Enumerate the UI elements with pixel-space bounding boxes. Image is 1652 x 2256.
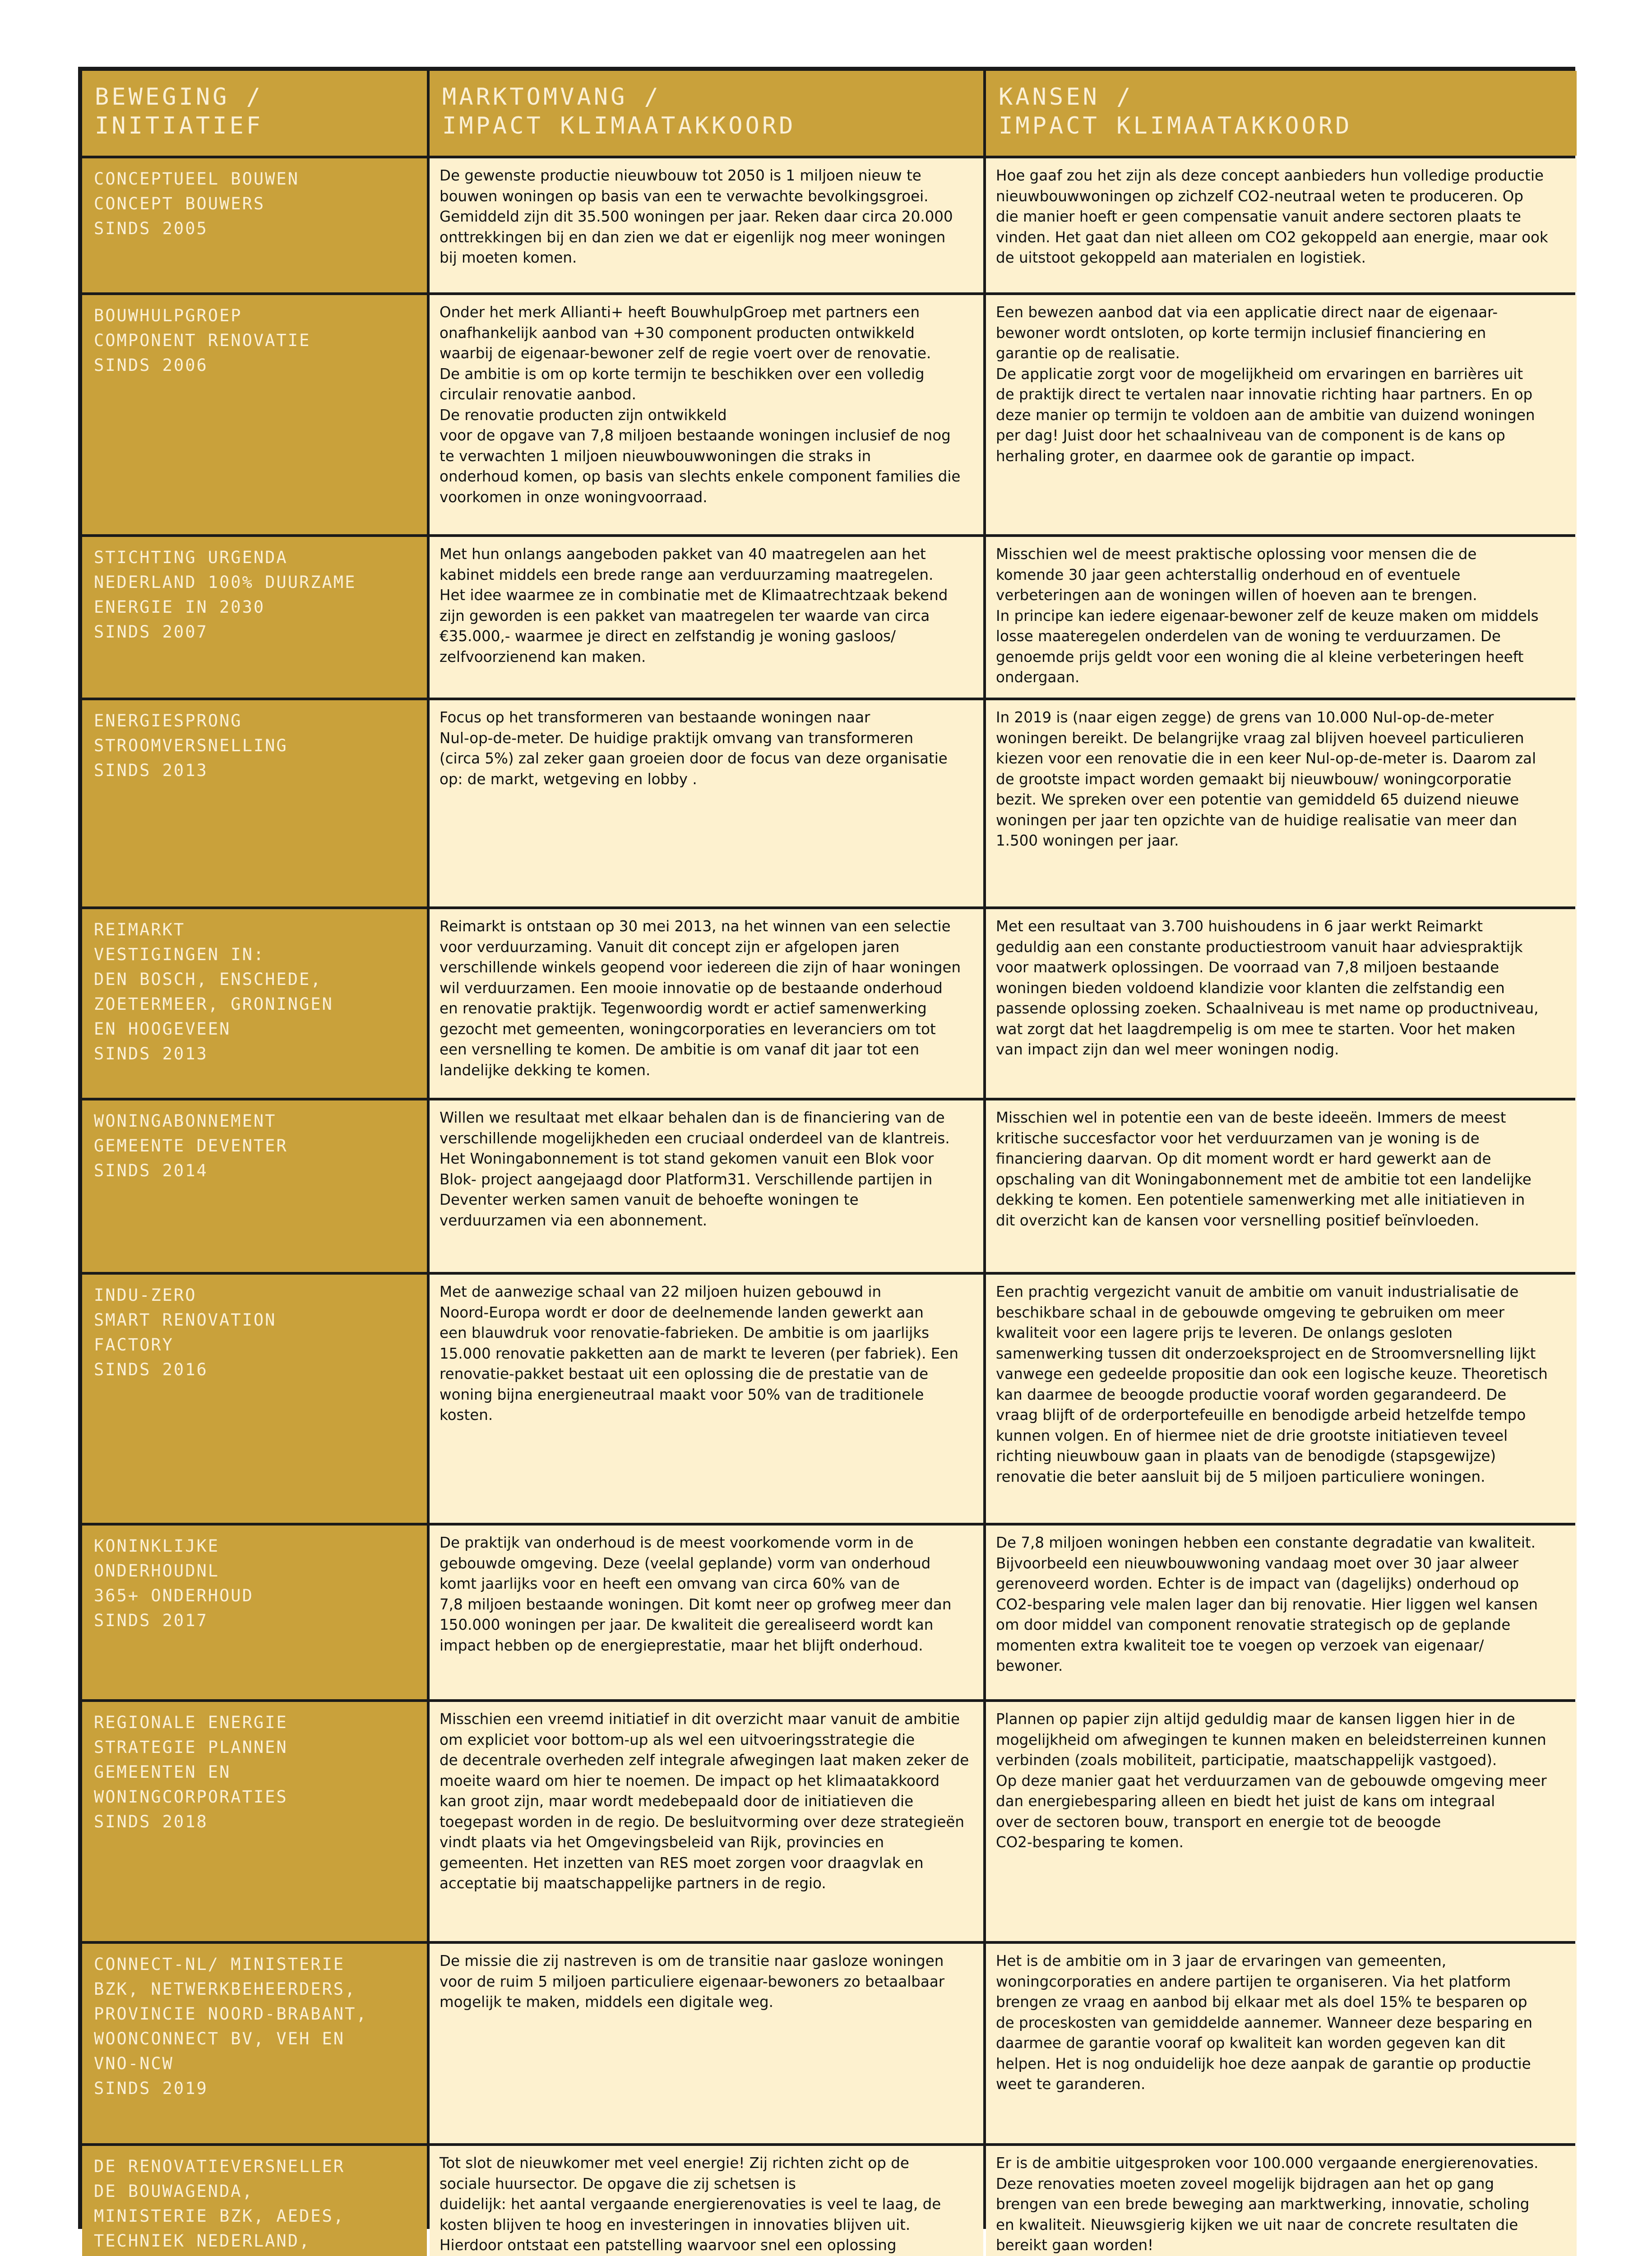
chances-cell xyxy=(986,537,1577,698)
movement-cell xyxy=(82,1526,427,1699)
movement-text: INDU-ZERO SMART RENOVATION FACTORY SINDS 2016 xyxy=(94,1285,277,1379)
chances-cell xyxy=(986,700,1577,906)
chances-text: Een prachtig vergezicht vanuit de ambitie om vanuit industrialisatie de beschikbare schaal in de gebouwde omgeving te gebruiken om meer kwaliteit voor een lagere prijs te leveren. De onlangs gesloten samenwerking tussen dit onderzoeksproject en de Stroomversnelling lijkt vanwege een gedeelde propositie dan ook een logische keuze. Theoretisch kan daarmee de beoogde productie vooraf worden gegarandeerd. De vraag blijft of de orderportefeuille en benodigde arbeid hetzelfde tempo kunnen volgen. En of hiermee niet de drie grootste initiatieven teveel richting nieuwbouw gaan in plaats van de benodigde (stapsgewijze) renovatie die beter aansluit bij de 5 miljoen particuliere woningen. xyxy=(996,1283,1548,1485)
movement-text: KONINKLIJKE ONDERHOUDNL 365+ ONDERHOUD SINDS 2017 xyxy=(94,1536,254,1630)
chances-text: Het is de ambitie om in 3 jaar de ervaringen van gemeenten, woningcorporaties en andere partijen te organiseren. Via het platform brengen ze vraag en aanbod bij elkaar met als doel 15% te besparen op de proceskosten van gemiddelde aannemer. Wanneer deze besparing en daarmee de garantie vooraf op kwaliteit kan worden gegeven kan dit helpen. Het is nog onduidelijk hoe deze aanpak de garantie op productie weet te garanderen. xyxy=(996,1952,1532,2093)
market-cell xyxy=(430,1526,983,1699)
market-cell xyxy=(430,1100,983,1272)
header-chances-label: KANSEN / IMPACT KLIMAATAKKOORD xyxy=(999,83,1352,139)
movement-text: BOUWHULPGROEP COMPONENT RENOVATIE SINDS 2006 xyxy=(94,306,311,375)
movement-cell xyxy=(82,1275,427,1523)
market-text: Met hun onlangs aangeboden pakket van 40 maatregelen aan het kabinet middels een brede range aan verduurzaming maatregelen. Het idee waarmee ze in combinatie met de Klimaatrechtzaak bekend zijn geworden is een pakket van maatregelen ter waarde van circa €35.000,- waarmee je direct en zelfstandig je woning gasloos/ zelfvoorzienend kan maken. xyxy=(440,546,948,666)
chances-cell xyxy=(986,1526,1577,1699)
chances-text: In 2019 is (naar eigen zegge) de grens van 10.000 Nul-op-de-meter woningen bereikt. De belangrijke vraag zal blijven hoeveel particulieren kiezen voor een renovatie die in een keer Nul-op-de-meter is. Daarom zal de grootste impact worden gemaakt bij nieuwbouw/ woningcorporatie bezit. We spreken over een potentie van gemiddeld 65 duizend nieuwe woningen per jaar ten opzichte van de huidige realisatie van meer dan 1.500 woningen per jaar. xyxy=(996,709,1536,849)
movement-cell xyxy=(82,537,427,698)
header-movement-label: BEWEGING / INITIATIEF xyxy=(95,83,264,139)
chances-text: Hoe gaaf zou het zijn als deze concept aanbieders hun volledige productie nieuwbouwwoningen op zichzelf CO2-neutraal weten te produceren. Op die manier hoeft er geen compensatie vanuit andere sectoren plaats te vinden. Het gaat dan niet alleen om CO2 gekoppeld aan energie, maar ook de uitstoot gekoppeld aan materialen en logistiek. xyxy=(996,167,1548,266)
movement-cell xyxy=(82,1100,427,1272)
movement-text: WONINGABONNEMENT GEMEENTE DEVENTER SINDS 2014 xyxy=(94,1111,288,1180)
market-cell xyxy=(430,1702,983,1941)
movement-cell xyxy=(82,1944,427,2143)
chances-text: Misschien wel in potentie een van de beste ideeën. Immers de meest kritische succesfactor voor het verduurzamen van je woning is de financiering daarvan. Op dit moment wordt er hard gewerkt aan de opschaling van dit Woningabonnement met de ambitie tot een landelijke dekking te komen. Een potentiele samenwerking met alle initiatieven in dit overzicht kan de kansen voor versnelling positief beïnvloeden. xyxy=(996,1109,1532,1229)
market-text: Misschien een vreemd initiatief in dit overzicht maar vanuit de ambitie om expliciet voor bottom-up als wel een uitvoeringsstrategie die de decentrale overheden zelf integrale afwegingen laat maken zeker de moeite waard om hier te noemen. De impact op het klimaatakkoord kan groot zijn, maar wordt medebepaald door de initiatieven die toegepast worden in de regio. De besluitvorming over deze strategieën vindt plaats via het Omgevingsbeleid van Rijk, provincies en gemeenten. Het inzetten van RES moet zorgen voor draagvlak en acceptatie bij maatschappelijke partners in de regio. xyxy=(440,1710,969,1892)
chances-text: Misschien wel de meest praktische oplossing voor mensen die de komende 30 jaar geen achterstallig onderhoud en of eventuele verbeteringen aan de woningen willen of hoeven aan te brengen. In principe kan iedere eigenaar-bewoner zelf de keuze maken om middels losse maateregelen onderdelen van de woning te verduurzamen. De genoemde prijs geldt voor een woning die al kleine verbeteringen heeft ondergaan. xyxy=(996,546,1539,686)
chances-text: Een bewezen aanbod dat via een applicatie direct naar de eigenaar- bewoner wordt ontsloten, op korte termijn inclusief financiering en garantie op de realisatie. De applicatie zorgt voor de mogelijkheid om ervaringen en barrières uit de praktijk direct te vertalen naar innovatie richting haar partners. En op deze manier op termijn te voldoen aan de ambitie van duizend woningen per dag! Juist door het schaalniveau van de component is de kans op herhaling groter, en daarmee ook de garantie op impact. xyxy=(996,304,1535,465)
chances-text: Plannen op papier zijn altijd geduldig maar de kansen liggen hier in de mogelijkheid om afwegingen te kunnen maken en beleidsterreinen kunnen verbinden (zoals mobiliteit, participatie, maatschappelijk vastgoed). Op deze manier gaat het verduurzamen van de gebouwde omgeving meer dan energiebesparing alleen en biedt het juist de kans om integraal over de sectoren bouw, transport en energie tot de beoogde CO2-besparing te komen. xyxy=(996,1710,1547,1851)
header-cell-chances xyxy=(986,71,1577,156)
movement-cell xyxy=(82,295,427,534)
movement-text: REGIONALE ENERGIE STRATEGIE PLANNEN GEMEENTEN EN WONINGCORPORATIES SINDS 2018 xyxy=(94,1713,288,1831)
header-market-label: MARKTOMVANG / IMPACT KLIMAATAKKOORD xyxy=(442,83,796,139)
movement-cell xyxy=(82,700,427,906)
header-cell-movement xyxy=(82,71,427,156)
market-text: Focus op het transformeren van bestaande woningen naar Nul-op-de-meter. De huidige praktijk omvang van transformeren (circa 5%) zal zeker gaan groeien door de focus van deze organisatie op: de markt, wetgeving en lobby . xyxy=(440,709,948,788)
movement-cell xyxy=(82,158,427,292)
market-cell xyxy=(430,2146,983,2256)
market-text: Reimarkt is ontstaan op 30 mei 2013, na het winnen van een selectie voor verduurzaming. Vanuit dit concept zijn er afgelopen jaren verschillende winkels geopend voor iedereen die zijn of haar woningen wil verduurzamen. Een mooie innovatie op de bestaande onderhoud en renovatie praktijk. Tegenwoordig wordt er actief samenwerking gezocht met gemeenten, woningcorporaties en leveranciers om tot een versnelling te komen. De ambitie is om vanaf dit jaar tot een landelijke dekking te komen. xyxy=(440,918,961,1079)
market-text: De missie die zij nastreven is om de transitie naar gasloze woningen voor de ruim 5 miljoen particuliere eigenaar-bewoners zo betaalbaar mogelijk te maken, middels een digitale weg. xyxy=(440,1952,945,2011)
movement-text: CONCEPTUEEL BOUWEN CONCEPT BOUWERS SINDS 2005 xyxy=(94,169,299,238)
market-cell xyxy=(430,909,983,1098)
market-text: De praktijk van onderhoud is de meest voorkomende vorm in de gebouwde omgeving. Deze (veelal geplande) vorm van onderhoud komt jaarlijks voor en heeft een omvang van circa 60% van de 7,8 miljoen bestaande woningen. Dit komt neer op grofweg meer dan 150.000 woningen per jaar. De kwaliteit die gerealiseerd wordt kan impact hebben op de energieprestatie, maar het blijft onderhoud. xyxy=(440,1534,952,1654)
movement-text: REIMARKT VESTIGINGEN IN: DEN BOSCH, ENSCHEDE, ZOETERMEER, GRONINGEN EN HOOGEVEEN SINDS 2013 xyxy=(94,920,333,1063)
chances-cell xyxy=(986,909,1577,1098)
market-cell xyxy=(430,1944,983,2143)
chances-cell xyxy=(986,2146,1577,2256)
market-cell xyxy=(430,158,983,292)
movement-text: ENERGIESPRONG STROOMVERSNELLING SINDS 2013 xyxy=(94,711,288,780)
chances-text: Er is de ambitie uitgesproken voor 100.000 vergaande energierenovaties. Deze renovaties moeten zoveel mogelijk bijdragen aan het op gang brengen van een brede beweging aan marktwerking, innovatie, scholing en kwaliteit. Nieuwsgierig kijken we uit naar de concrete resultaten die bereikt gaan worden! xyxy=(996,2154,1539,2254)
market-text: Willen we resultaat met elkaar behalen dan is de financiering van de verschillende mogelijkheden een cruciaal onderdeel van de klantreis. Het Woningabonnement is tot stand gekomen vanuit een Blok voor Blok- project aangejaagd door Platform31. Verschillende partijen in Deventer werken samen vanuit de behoefte woningen te verduurzamen via een abonnement. xyxy=(440,1109,950,1229)
chances-cell xyxy=(986,158,1577,292)
chances-text: De 7,8 miljoen woningen hebben een constante degradatie van kwaliteit. Bijvoorbeeld een nieuwbouwwoning vandaag moet over 30 jaar alweer gerenoveerd worden. Echter is de impact van (dagelijks) onderhoud op CO2-besparing vele malen lager dan bij renovatie. Hier liggen wel kansen om door middel van component renovatie strategisch op de geplande momenten extra kwaliteit toe te voegen op verzoek van eigenaar/ bewoner. xyxy=(996,1534,1538,1674)
chances-text: Met een resultaat van 3.700 huishoudens in 6 jaar werkt Reimarkt geduldig aan een constante productiestroom vanuit haar adviespraktijk voor maatwerk oplossingen. De voorraad van 7,8 miljoen bestaande woningen bieden voldoend klandizie voor klanten die zelfstandig een passende oplossing zoeken. Schaalniveau is met name op productniveau, wat zorgt dat het laagdrempelig is om mee te starten. Voor het maken van impact zijn dan wel meer woningen nodig. xyxy=(996,918,1539,1058)
movement-cell xyxy=(82,2146,427,2256)
market-text: Met de aanwezige schaal van 22 miljoen huizen gebouwd in Noord-Europa wordt er door de deelnemende landen gewerkt aan een blauwdruk voor renovatie-fabrieken. De ambitie is om jaarlijks 15.000 renovatie pakketten aan de markt te leveren (per fabriek). Een renovatie-pakket bestaat uit een oplossing die de prestatie van de woning bijna energieneutraal maakt voor 50% van de traditionele kosten. xyxy=(440,1283,958,1424)
movement-cell xyxy=(82,909,427,1098)
header-cell-market xyxy=(430,71,983,156)
overview-table xyxy=(78,67,1575,2254)
market-cell xyxy=(430,1275,983,1523)
market-cell xyxy=(430,700,983,906)
chances-cell xyxy=(986,295,1577,534)
chances-cell xyxy=(986,1944,1577,2143)
market-text: De gewenste productie nieuwbouw tot 2050 is 1 miljoen nieuw te bouwen woningen op basis van een te verwachte bevolkingsgroei. Gemiddeld zijn dit 35.500 woningen per jaar. Reken daar circa 20.000 onttrekkingen bij en dan zien we dat er eigenlijk nog meer woningen bij moeten komen. xyxy=(440,167,953,266)
chances-cell xyxy=(986,1702,1577,1941)
chances-cell xyxy=(986,1275,1577,1523)
movement-text: STICHTING URGENDA NEDERLAND 100% DUURZAME ENERGIE IN 2030 SINDS 2007 xyxy=(94,548,356,642)
chances-cell xyxy=(986,1100,1577,1272)
movement-cell xyxy=(82,1702,427,1941)
market-text: Onder het merk Allianti+ heeft BouwhulpGroep met partners een onafhankelijk aanbod van +30 component producten ontwikkeld waarbij de eigenaar-bewoner zelf de regie voert over de renovatie. De ambitie is om op korte termijn te beschikken over een volledig circulair renovatie aanbod. De renovatie producten zijn ontwikkeld voor de opgave van 7,8 miljoen bestaande woningen inclusief de nog te verwachten 1 miljoen nieuwbouwwoningen die straks in onderhoud komen, op basis van slechts enkele component families die voorkomen in onze woningvoorraad. xyxy=(440,304,961,506)
market-cell xyxy=(430,295,983,534)
market-text: Tot slot de nieuwkomer met veel energie! Zij richten zicht op de sociale huursector. De opgave die zij schetsen is duidelijk: het aantal vergaande energierenovaties is veel te laag, de kosten blijven te hoog en investeringen in innovaties blijven uit. Hierdoor ontstaat een patstelling waarvoor snel een oplossing xyxy=(440,2154,941,2254)
movement-text: CONNECT-NL/ MINISTERIE BZK, NETWERKBEHEERDERS, PROVINCIE NOORD-BRABANT, WOONCONNECT BV, VEH EN VNO-NCW SINDS 2019 xyxy=(94,1955,368,2098)
market-cell xyxy=(430,537,983,698)
movement-text: DE RENOVATIEVERSNELLER DE BOUWAGENDA, MINISTERIE BZK, AEDES, TECHNIEK NEDERLAND, xyxy=(94,2157,345,2251)
